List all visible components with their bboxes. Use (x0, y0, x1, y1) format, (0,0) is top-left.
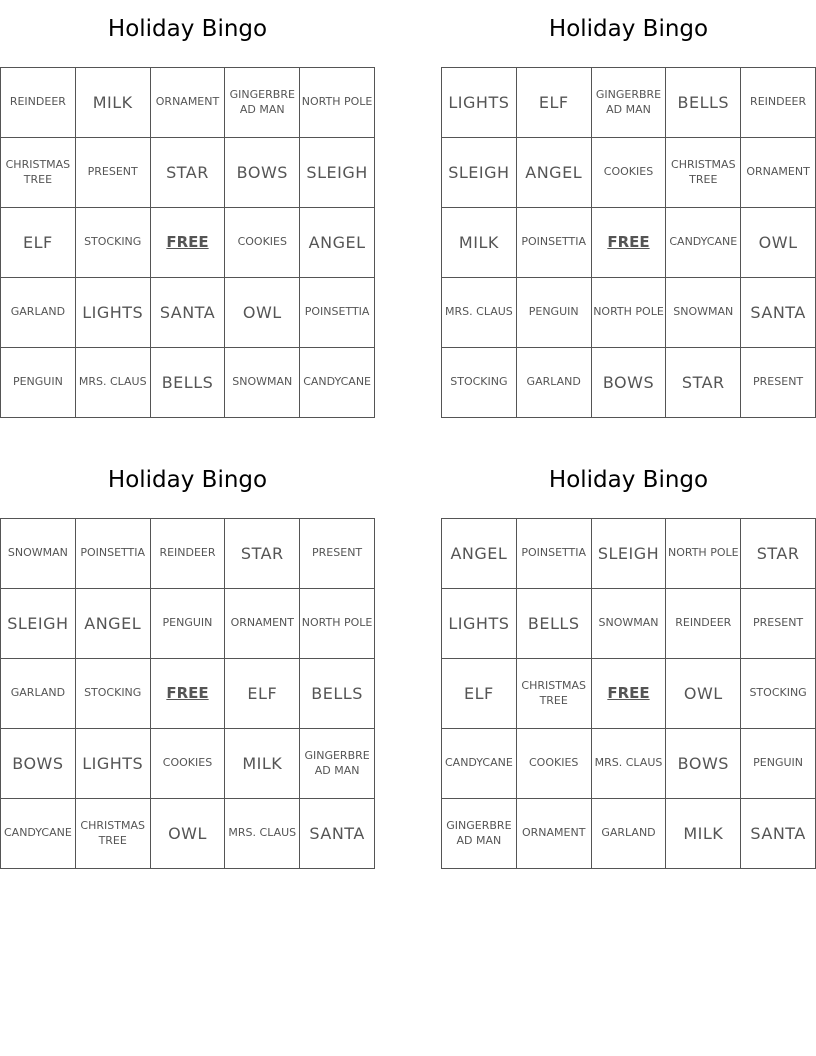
bingo-cell: ELF (517, 68, 592, 138)
bingo-card-4 (441, 463, 816, 847)
bingo-cell: COOKIES (151, 729, 226, 799)
bingo-cell: REINDEER (741, 68, 816, 138)
bingo-cell: CHRISTMAS TREE (76, 799, 151, 869)
bingo-cell: REINDEER (151, 519, 226, 589)
bingo-cell: BOWS (592, 348, 667, 418)
bingo-cell: ANGEL (76, 589, 151, 659)
bingo-cell: ORNAMENT (151, 68, 226, 138)
free-space-cell: FREE (151, 208, 226, 278)
bingo-cell: SANTA (151, 278, 226, 348)
bingo-grid (0, 67, 375, 418)
bingo-cell: POINSETTIA (517, 519, 592, 589)
bingo-cell: COOKIES (592, 138, 667, 208)
bingo-cell: STOCKING (442, 348, 517, 418)
bingo-cell: PRESENT (76, 138, 151, 208)
bingo-cell: COOKIES (517, 729, 592, 799)
bingo-cell: MRS. CLAUS (442, 278, 517, 348)
bingo-cell: CANDYCANE (666, 208, 741, 278)
bingo-cell: STAR (151, 138, 226, 208)
bingo-cell: STOCKING (76, 659, 151, 729)
bingo-cell: ANGEL (517, 138, 592, 208)
bingo-cell: GINGERBREAD MAN (225, 68, 300, 138)
bingo-cell: SLEIGH (592, 519, 667, 589)
bingo-cell: GARLAND (592, 799, 667, 869)
bingo-cell: BOWS (1, 729, 76, 799)
bingo-cell: ORNAMENT (517, 799, 592, 869)
bingo-cell: NORTH POLE (666, 519, 741, 589)
bingo-cell: STOCKING (741, 659, 816, 729)
bingo-cell: REINDEER (666, 589, 741, 659)
bingo-cell: CHRISTMAS TREE (666, 138, 741, 208)
bingo-cell: OWL (151, 799, 226, 869)
bingo-cell: SNOWMAN (1, 519, 76, 589)
bingo-cell: STAR (741, 519, 816, 589)
bingo-cell: SANTA (741, 799, 816, 869)
bingo-cell: ORNAMENT (741, 138, 816, 208)
free-space-cell: FREE (151, 659, 226, 729)
bingo-cell: ELF (225, 659, 300, 729)
bingo-grid (441, 518, 816, 869)
bingo-cell: CANDYCANE (300, 348, 375, 418)
bingo-cell: STAR (225, 519, 300, 589)
bingo-cell: MRS. CLAUS (592, 729, 667, 799)
card-title: Holiday Bingo (107, 16, 268, 42)
bingo-cell: MRS. CLAUS (225, 799, 300, 869)
bingo-cell: NORTH POLE (300, 589, 375, 659)
card-title: Holiday Bingo (548, 16, 709, 42)
bingo-cell: SANTA (741, 278, 816, 348)
bingo-cell: BELLS (666, 68, 741, 138)
bingo-cell: ELF (442, 659, 517, 729)
free-space-cell: FREE (592, 208, 667, 278)
bingo-cell: MILK (76, 68, 151, 138)
bingo-cell: STOCKING (76, 208, 151, 278)
bingo-cell: CHRISTMAS TREE (1, 138, 76, 208)
bingo-cell: CHRISTMAS TREE (517, 659, 592, 729)
bingo-cell: OWL (741, 208, 816, 278)
bingo-cell: SLEIGH (300, 138, 375, 208)
bingo-cell: BELLS (517, 589, 592, 659)
bingo-cell: PENGUIN (517, 278, 592, 348)
card-title: Holiday Bingo (107, 467, 268, 493)
bingo-cell: SLEIGH (442, 138, 517, 208)
bingo-cell: MILK (666, 799, 741, 869)
bingo-cell: LIGHTS (76, 729, 151, 799)
bingo-cell: SNOWMAN (666, 278, 741, 348)
bingo-cell: NORTH POLE (592, 278, 667, 348)
bingo-cell: SNOWMAN (592, 589, 667, 659)
bingo-cell: POINSETTIA (300, 278, 375, 348)
bingo-cell: GARLAND (1, 659, 76, 729)
bingo-cell: GINGERBREAD MAN (300, 729, 375, 799)
bingo-cell: BELLS (300, 659, 375, 729)
bingo-cell: PENGUIN (151, 589, 226, 659)
bingo-cell: ANGEL (442, 519, 517, 589)
bingo-cell: SANTA (300, 799, 375, 869)
bingo-cell: REINDEER (1, 68, 76, 138)
bingo-cell: ANGEL (300, 208, 375, 278)
bingo-cell: STAR (666, 348, 741, 418)
bingo-cell: LIGHTS (76, 278, 151, 348)
bingo-cell: SLEIGH (1, 589, 76, 659)
bingo-card-1 (0, 12, 375, 392)
bingo-cell: NORTH POLE (300, 68, 375, 138)
bingo-cell: GINGERBREAD MAN (592, 68, 667, 138)
bingo-cell: OWL (666, 659, 741, 729)
bingo-cell: POINSETTIA (517, 208, 592, 278)
bingo-cell: LIGHTS (442, 589, 517, 659)
bingo-cell: MILK (225, 729, 300, 799)
bingo-cell: PENGUIN (741, 729, 816, 799)
bingo-cell: PENGUIN (1, 348, 76, 418)
bingo-cell: GARLAND (517, 348, 592, 418)
free-space-cell: FREE (592, 659, 667, 729)
bingo-cell: SNOWMAN (225, 348, 300, 418)
bingo-cell: ORNAMENT (225, 589, 300, 659)
bingo-cell: COOKIES (225, 208, 300, 278)
bingo-card-3 (0, 463, 375, 847)
bingo-card-2 (441, 12, 816, 392)
bingo-cell: GINGERBREAD MAN (442, 799, 517, 869)
bingo-cell: LIGHTS (442, 68, 517, 138)
bingo-cell: GARLAND (1, 278, 76, 348)
bingo-cell: BOWS (666, 729, 741, 799)
card-title: Holiday Bingo (548, 467, 709, 493)
bingo-cell: PRESENT (300, 519, 375, 589)
bingo-cell: CANDYCANE (442, 729, 517, 799)
bingo-cell: MILK (442, 208, 517, 278)
bingo-cell: OWL (225, 278, 300, 348)
bingo-cell: MRS. CLAUS (76, 348, 151, 418)
bingo-cell: BOWS (225, 138, 300, 208)
bingo-grid (441, 67, 816, 418)
bingo-grid (0, 518, 375, 869)
bingo-cell: CANDYCANE (1, 799, 76, 869)
bingo-cell: POINSETTIA (76, 519, 151, 589)
bingo-cell: PRESENT (741, 348, 816, 418)
bingo-cell: ELF (1, 208, 76, 278)
bingo-cell: PRESENT (741, 589, 816, 659)
bingo-cell: BELLS (151, 348, 226, 418)
